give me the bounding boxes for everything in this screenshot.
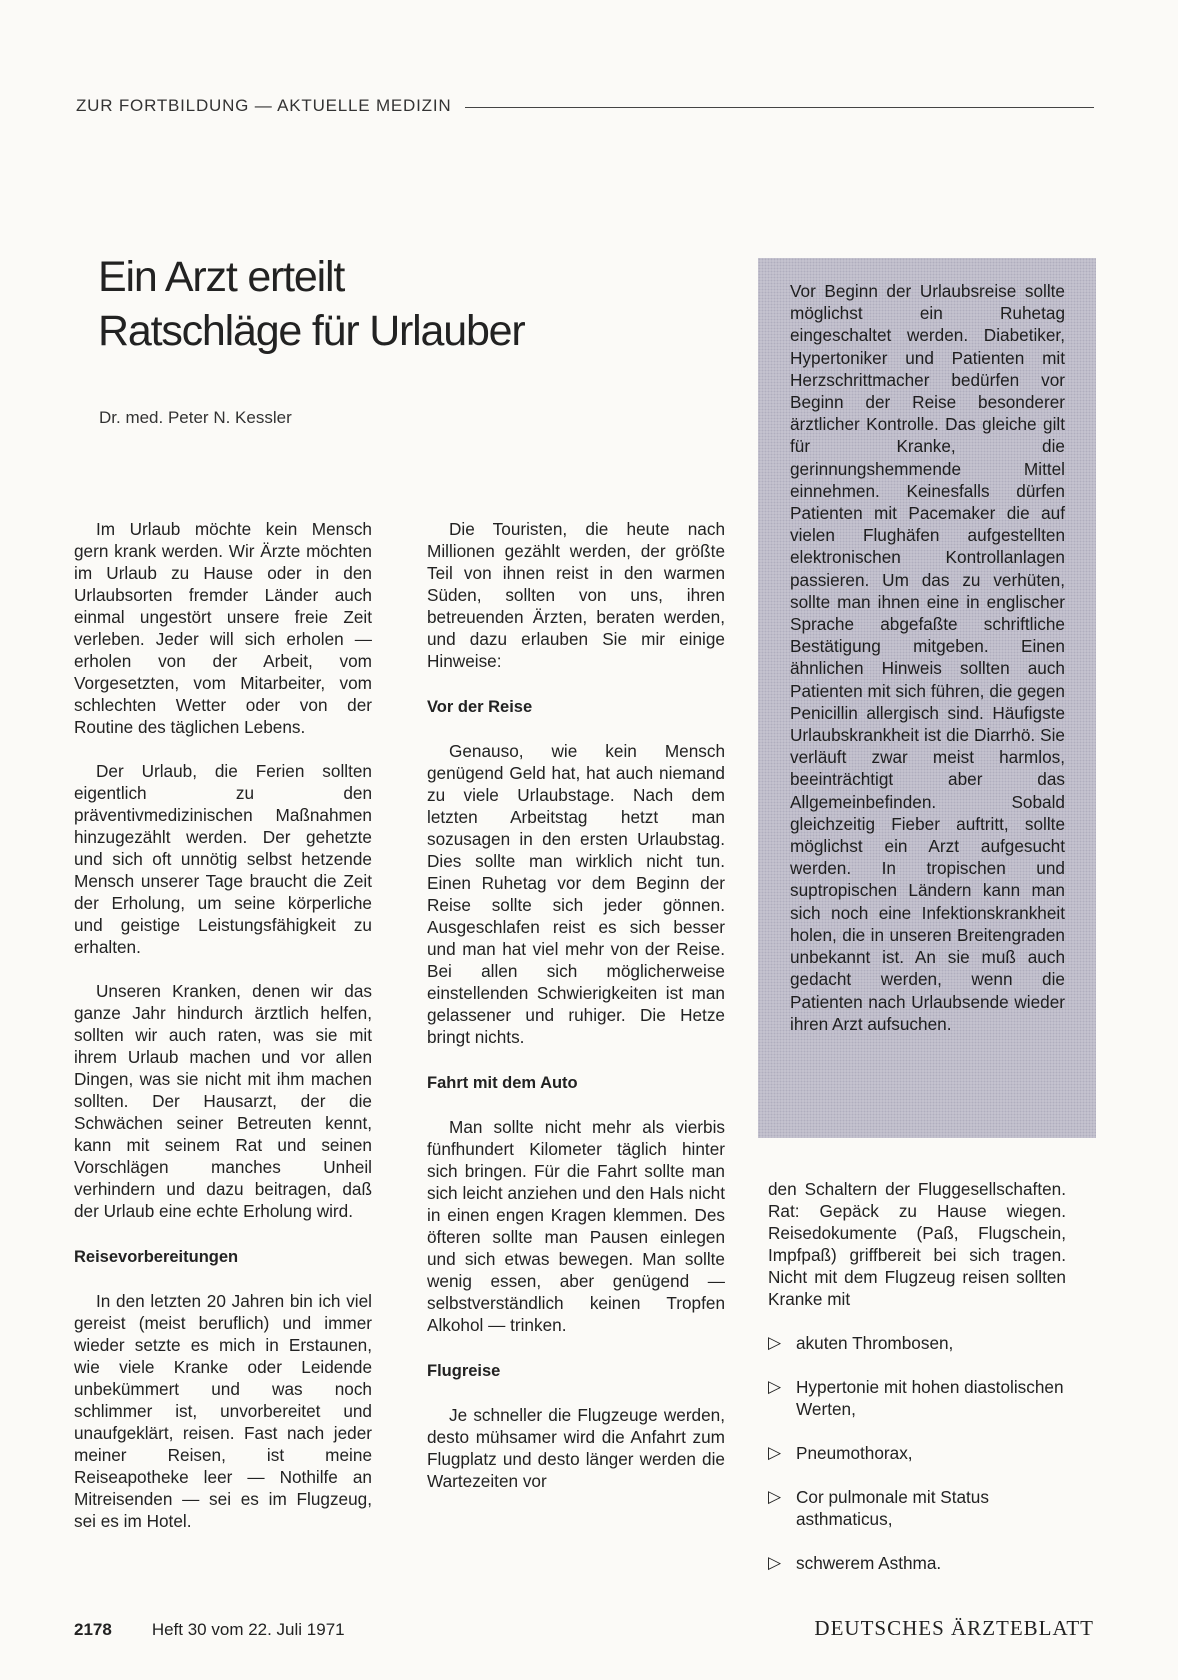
header-rule bbox=[465, 107, 1094, 108]
list-item: ▷ Cor pulmonale mit Status asthmaticus, bbox=[768, 1487, 989, 1529]
title-line-2: Ratschläge für Urlauber bbox=[98, 307, 525, 355]
author-byline: Dr. med. Peter N. Kessler bbox=[99, 408, 292, 427]
subheading-vor-der-reise: Vor der Reise bbox=[427, 698, 533, 716]
triangle-bullet-icon: ▷ bbox=[768, 1443, 782, 1462]
page-number: 2178 bbox=[74, 1620, 112, 1639]
summary-box bbox=[758, 258, 1096, 1138]
list-item: ▷ Pneumothorax, bbox=[768, 1443, 913, 1463]
triangle-bullet-icon: ▷ bbox=[768, 1487, 782, 1506]
paragraph: In den letzten 20 Jahren bin ich viel gereist (meist beruflich) und immer wieder setzte es mich in Erstaunen, wie viele Kranke oder Leidende unbekümmert und was noch schlimmer ist, unvorbereitet und unaufgeklärt, reisen. Fast nach jeder meiner Reisen, ist meine Reiseapotheke leer — Nothilfe an Mitreisenden — sei es im Flugzeug, sei es im Hotel. bbox=[74, 1291, 372, 1531]
paragraph: Im Urlaub möchte kein Mensch gern krank werden. Wir Ärzte möchten im Urlaub zu Hause oder in den Urlaubsorten fremder Länder auch einmal ungestört unsere freie Zeit verleben. Jeder will sich erholen — erholen von der Arbeit, vom Vorgesetzten, vom Mitarbeiter, vom schlechten Wetter oder von der Routine des täglichen Lebens. bbox=[74, 519, 372, 737]
triangle-bullet-icon: ▷ bbox=[768, 1553, 782, 1572]
subheading-fahrt-mit-dem-auto: Fahrt mit dem Auto bbox=[427, 1074, 578, 1092]
subheading-flugreise: Flugreise bbox=[427, 1362, 501, 1380]
issue-info: Heft 30 vom 22. Juli 1971 bbox=[151, 1620, 345, 1639]
list-item: ▷ schwerem Asthma. bbox=[768, 1553, 942, 1573]
paragraph: Man sollte nicht mehr als vierbis fünfhundert Kilometer täglich hinter sich bringen. Für die Fahrt sollte man sich leicht anziehen und den Hals nicht in einen engen Kragen klemmen. Des öfteren sollte man Pausen einlegen und sich etwas bewegen. Man sollte wenig essen, aber genügend — selbstverständlich keinen Tropfen Alkohol — trinken. bbox=[427, 1117, 725, 1335]
triangle-bullet-icon: ▷ bbox=[768, 1333, 782, 1352]
column-2 bbox=[427, 518, 725, 1514]
contraindication-list bbox=[768, 1332, 1066, 1574]
paragraph: Die Touristen, die heute nach Millionen gezählt werden, der größte Teil von ihnen reist in den warmen Süden, sollten von uns, ihren betreuenden Ärzten, beraten werden, und dazu erlauben Sie mir einige Hinweise: bbox=[427, 519, 725, 671]
title-line-1: Ein Arzt erteilt bbox=[98, 253, 345, 301]
article-title bbox=[98, 250, 525, 358]
summary-text: Vor Beginn der Urlaubsreise sollte möglichst ein Ruhetag eingeschaltet werden. Diabetiker, Hypertoniker und Patienten mit Herzschrittmacher bedürfen vor Beginn der Reise besonderer ärztlicher Kontrolle. Das gleiche gilt für Kranke, die gerinnungshemmende Mittel einnehmen. Keinesfalls dürfen Patienten mit Pacemaker die auf vielen Flughäfen aufgestellten elektronischen Kontrollanlagen passieren. Um das zu verhüten, sollte man ihnen eine in englischer Sprache abgefaßte schriftliche Bestätigung mitgeben. Einen ähnlichen Hinweis sollten auch Patienten mit sich führen, die gegen Penicillin allergisch sind. Häufigste Urlaubskrankheit ist die Diarrhö. Sie verläuft zwar meist harmlos, beeinträchtigt aber das Allgemeinbefinden. Sobald gleichzeitig Fieber auftritt, sollte möglichst ein Arzt aufgesucht werden. In tropischen und suptropischen Ländern kann man sich noch eine Infektionskrankheit holen, die in unseren Breitengraden unbekannt ist. An sie muß auch gedacht werden, wenn die Patienten nach Urlaubsende wieder ihren Arzt aufsuchen. bbox=[790, 281, 1065, 1034]
paragraph: Der Urlaub, die Ferien sollten eigentlich zu den präventivmedizinischen Maßnahmen hinzugezählt werden. Der gehetzte und sich oft unnötig selbst hetzende Mensch unserer Tage braucht die Zeit der Erholung, um seine körperliche und geistige Leistungsfähigkeit zu erhalten. bbox=[74, 761, 372, 957]
section-label: ZUR FORTBILDUNG — AKTUELLE MEDIZIN bbox=[76, 96, 452, 115]
paragraph: den Schaltern der Fluggesellschaften. Rat: Gepäck zu Hause wiegen. Reisedokumente (Paß, Flugschein, Impfpaß) griffbereit bei sich tragen. Nicht mit dem Flugzeug reisen sollten Kranke mit bbox=[768, 1179, 1066, 1309]
column-3 bbox=[768, 1178, 1066, 1596]
subheading-reisevorbereitungen: Reisevorbereitungen bbox=[74, 1248, 239, 1266]
triangle-bullet-icon: ▷ bbox=[768, 1377, 782, 1396]
list-item: ▷ Hypertonie mit hohen diastolischen Werten, bbox=[768, 1377, 1064, 1419]
list-item: ▷ akuten Thrombosen, bbox=[768, 1333, 954, 1353]
page-footer bbox=[74, 1616, 1094, 1642]
section-header bbox=[76, 96, 1094, 116]
journal-name: DEUTSCHES ÄRZTEBLATT bbox=[814, 1616, 1094, 1640]
column-1 bbox=[74, 518, 372, 1554]
paragraph: Je schneller die Flugzeuge werden, desto mühsamer wird die Anfahrt zum Flugplatz und desto länger werden die Wartezeiten vor bbox=[427, 1405, 725, 1491]
paragraph: Genauso, wie kein Mensch genügend Geld hat, hat auch niemand zu viele Urlaubstage. Nach dem letzten Arbeitstag hetzt man sozusagen in den ersten Urlaubstag. Dies sollte man wirklich nicht tun. Einen Ruhetag vor dem Beginn der Reise sollte sich jeder gönnen. Ausgeschlafen reist es sich besser und man hat viel mehr von der Reise. Bei allen sich möglicherweise einstellenden Schwierigkeiten ist man gelassener und ruhiger. Die Hetze bringt nichts. bbox=[427, 741, 725, 1047]
paragraph: Unseren Kranken, denen wir das ganze Jahr hindurch ärztlich helfen, sollten wir auch raten, was sie mit ihrem Urlaub machen und vor allen Dingen, was sie nicht mit ihm machen sollten. Der Hausarzt, der die Schwächen seiner Betreuten kennt, kann mit seinem Rat und seinen Vorschlägen manches Unheil verhindern und dazu beitragen, daß der Urlaub eine echte Erholung wird. bbox=[74, 981, 372, 1221]
